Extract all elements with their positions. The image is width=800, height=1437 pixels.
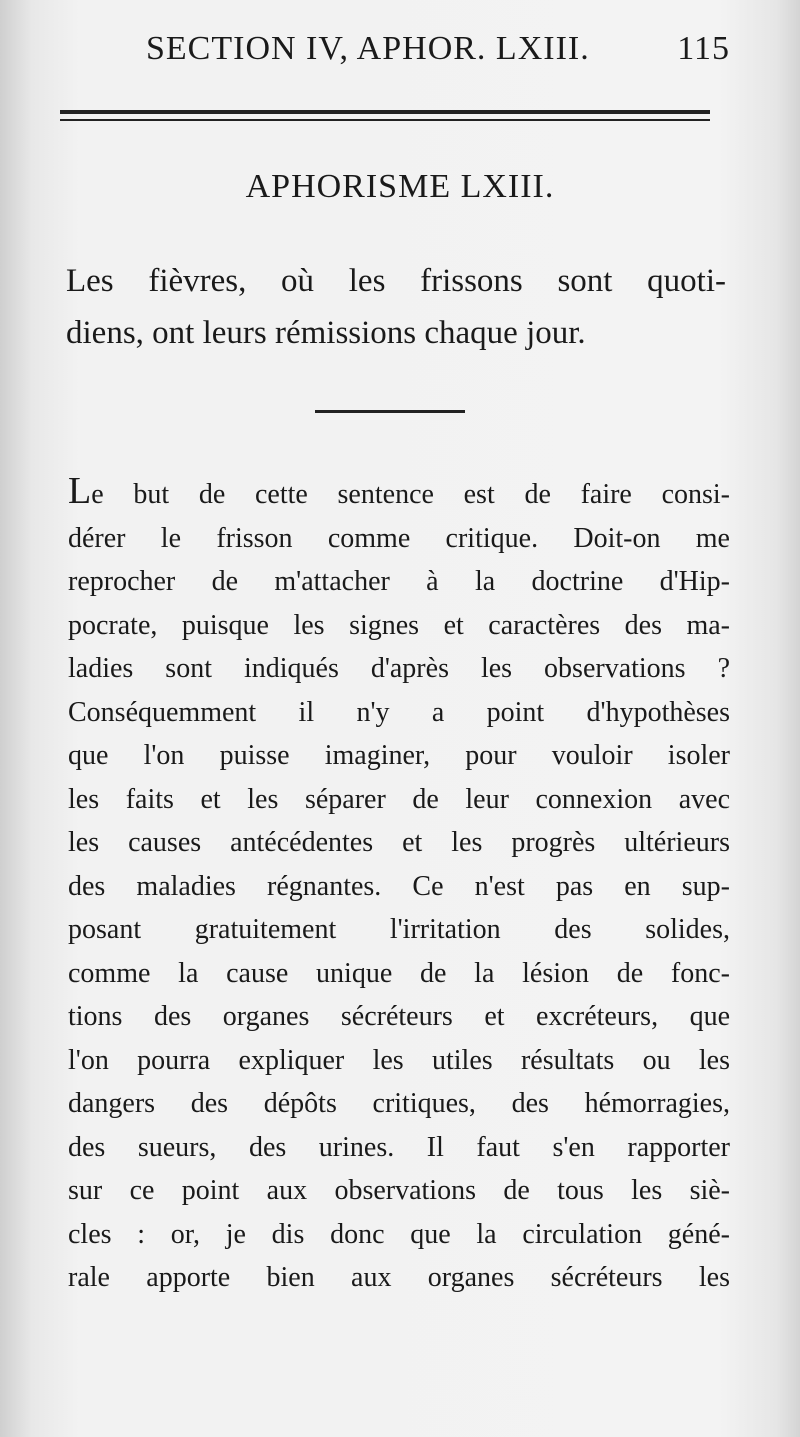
commentary-line: cles : or, je dis donc que la circulation géné- [68,1218,730,1250]
page-number: 115 [677,30,730,67]
aphorism-heading: APHORISME LXIII. [245,168,555,205]
commentary-line: des maladies régnantes. Ce n'est pas en sup- [68,870,730,902]
commentary-line: rale apporte bien aux organes sécréteurs les [68,1262,730,1293]
rule-thick [60,110,710,114]
commentary-line: dérer le frisson comme critique. Doit-on me [68,522,730,554]
commentary-line: comme la cause unique de la lésion de fonc- [68,957,730,989]
commentary-line: posant gratuitement l'irritation des solides, [68,914,730,945]
commentary-line: des sueurs, des urines. Il faut s'en rapporter [68,1131,730,1163]
commentary-line: l'on pourra expliquer les utiles résultats ou les [68,1044,730,1076]
running-title: SECTION IV, APHOR. LXIII. [146,30,590,67]
commentary-line: pocrate, puisque les signes et caractères des ma- [68,609,730,641]
commentary-line: dangers des dépôts critiques, des hémorragies, [68,1088,730,1119]
aphorism-line: Les fièvres, où les frissons sont quoti- [66,263,726,299]
commentary-line: Conséquemment il n'y a point d'hypothèses [68,696,730,728]
header-double-rule [60,110,710,126]
commentary-line: sur ce point aux observations de tous les siè- [68,1175,730,1206]
commentary-line-rest: e but de cette sentence est de faire consi- [91,479,730,510]
commentary-line: tions des organes sécréteurs et excréteurs, que [68,1001,730,1032]
running-head [60,30,730,74]
commentary-line: les causes antécédentes et les progrès ultérieurs [68,827,730,858]
commentary-line: que l'on puisse imaginer, pour vouloir isoler [68,740,730,771]
commentary-line: ladies sont indiqués d'après les observations ? [68,653,730,684]
rule-thin [60,119,710,121]
commentary-first-line [68,470,730,517]
section-divider [315,410,465,413]
aphorism-line: diens, ont leurs rémissions chaque jour. [66,315,586,351]
initial-letter: L [68,470,92,512]
aphorism-text [66,255,726,359]
commentary-line: les faits et les séparer de leur connexion avec [68,783,730,815]
commentary-text [68,470,730,1300]
commentary-line: reprocher de m'attacher à la doctrine d'Hip- [68,566,730,597]
